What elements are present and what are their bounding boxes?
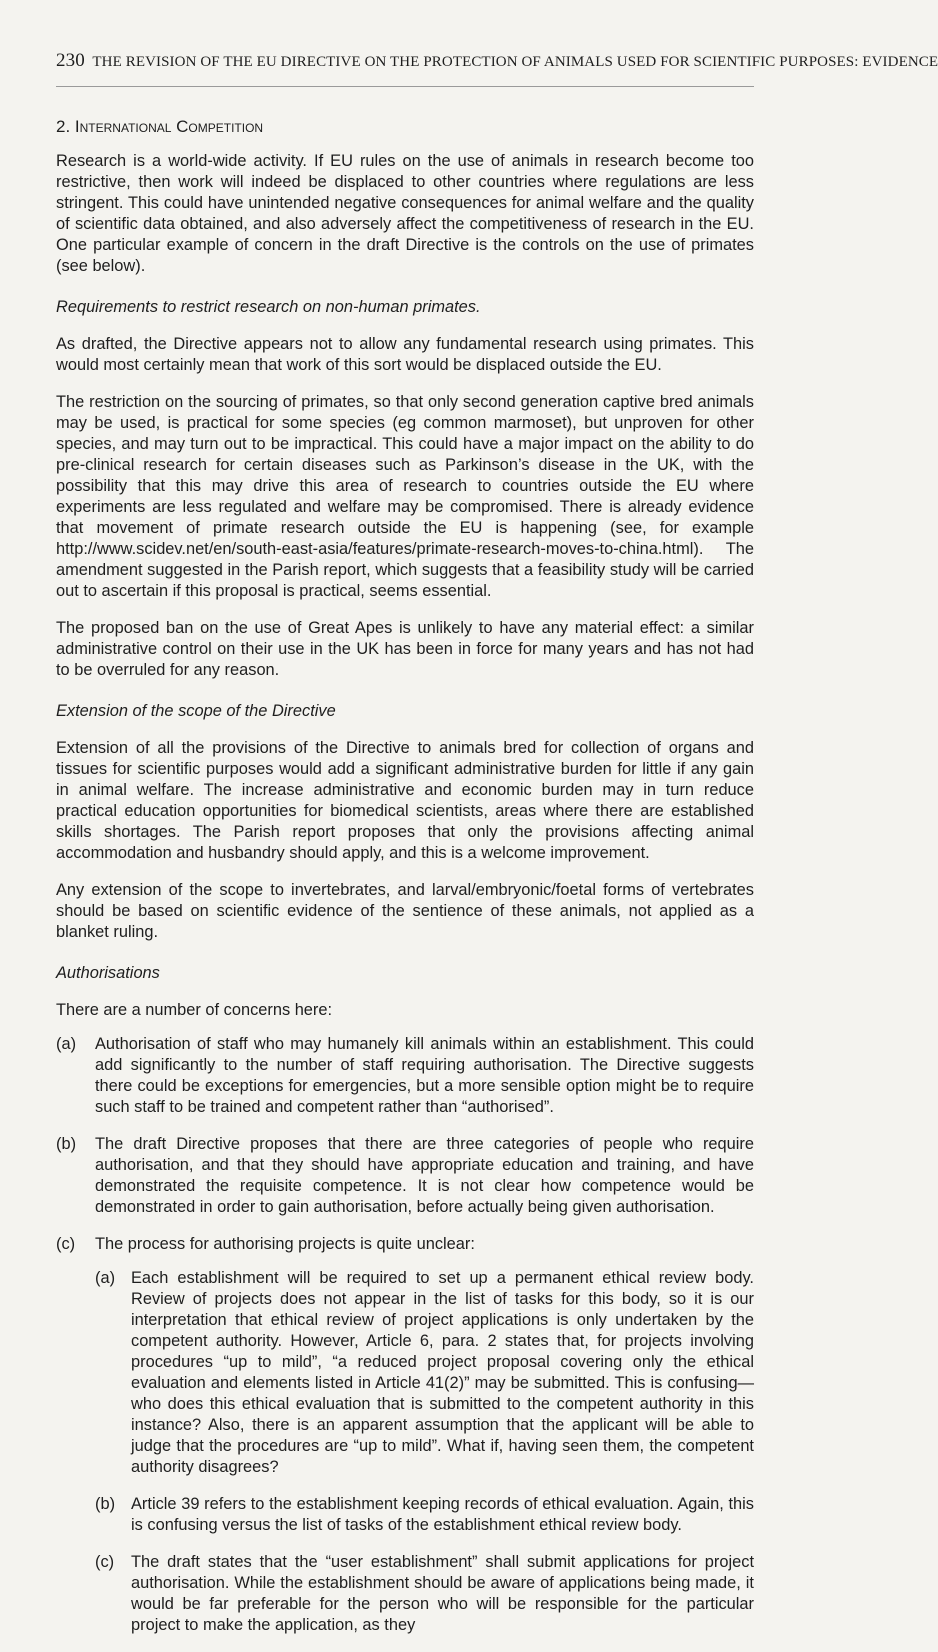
paragraph: The proposed ban on the use of Great Apes is unlikely to have any material effect: a similar administrative control on their use in the UK has been in force for many years and has not had to be overruled for any reason. <box>56 619 754 679</box>
list-marker: (b) <box>56 1135 77 1153</box>
paragraph: Any extension of the scope to invertebrates, and larval/embryonic/foetal forms of vertebrates should be based on scientific evidence of the sentience of these animals, not applied as a blanket ruling. <box>56 881 754 941</box>
paragraph: The restriction on the sourcing of primates, so that only second generation captive bred animals may be used, is practical for some species (eg common marmoset), but unproven for other species, and may turn out to be impractical. This could have a major impact on the ability to do pre-clinical research for certain diseases such as Parkinson’s disease in the UK, with the possibility that this may drive this area of research to countries outside the EU where experiments are less regulated and welfare may be compromised. There is already evidence that movement of primate research outside the EU is happening (see, for example http://www.scidev.net/en/south-east-asia/features/primate-research-moves-to-china.html). The amendment suggested in the Parish report, which suggests that a feasibility study will be carried out to ascertain if this proposal is practical, seems essential. <box>56 393 754 600</box>
list-item <box>56 1234 754 1636</box>
sub-list-marker: (b) <box>95 1495 116 1513</box>
sub-list-item-text: Article 39 refers to the establishment keeping records of ethical evaluation. Again, this is confusing versus the list of tasks of the establishment ethical review body. <box>131 1495 754 1534</box>
concerns-list <box>56 1034 754 1636</box>
subheading: Extension of the scope of the Directive <box>56 702 336 720</box>
page-number: 230 <box>56 50 85 71</box>
sub-list-marker: (c) <box>95 1553 115 1571</box>
list-marker: (a) <box>56 1035 77 1053</box>
body-text <box>56 104 754 1652</box>
paragraph: Research is a world-wide activity. If EU rules on the use of animals in research become too restrictive, then work will indeed be displaced to other countries where regulations are less stringent. This could have unintended negative consequences for animal welfare and the quality of scientific data obtained, and also adversely affect the competitiveness of research in the EU. One particular example of concern in the draft Directive is the controls on the use of primates (see below). <box>56 152 754 275</box>
sub-list-marker: (a) <box>95 1269 116 1287</box>
list-intro: There are a number of concerns here: <box>56 1001 333 1019</box>
section-heading <box>56 116 754 137</box>
sub-list-item-text: Each establishment will be required to set up a permanent ethical review body. Review of projects does not appear in the list of tasks for this body, so it is our interpretation that ethical review of project applications is only undertaken by the competent authority. However, Article 6, para. 2 states that, for projects involving procedures “up to mild”, “a reduced project proposal covering only the ethical evaluation and elements listed in Article 41(2)” may be submitted. This is confusing—who does this ethical evaluation that is submitted to the competent authority in this instance? Also, there is an apparent assumption that the applicant will be able to judge that the procedures are “up to mild”. What if, having seen them, the competent authority disagrees? <box>131 1269 754 1476</box>
list-marker: (c) <box>56 1235 76 1253</box>
running-header <box>56 50 938 72</box>
header-divider <box>56 86 754 87</box>
sub-list <box>95 1268 754 1636</box>
sub-list-item <box>95 1494 754 1536</box>
sub-list-item <box>95 1552 754 1636</box>
section-title: International Competition <box>74 117 264 136</box>
list-item <box>56 1034 754 1118</box>
list-item-text: Authorisation of staff who may humanely kill animals within an establishment. This could add significantly to the number of staff requiring authorisation. The Directive suggests there could be exceptions for emergencies, but a more sensible option might be to require such staff to be trained and competent rather than “authorised”. <box>95 1035 754 1116</box>
list-item-text: The draft Directive proposes that there are three categories of people who require authorisation, and that they should have appropriate education and training, and have demonstrated the requisite competence. It is not clear how competence would be demonstrated in order to gain authorisation, before actually being given authorisation. <box>95 1135 754 1216</box>
sub-list-item-text: The draft states that the “user establishment” shall submit applications for project authorisation. While the establishment should be aware of applications being made, it would be far preferable for the person who will be responsible for the particular project to make the application, as they <box>131 1553 754 1634</box>
subheading: Requirements to restrict research on non-human primates. <box>56 298 481 316</box>
paragraph: Extension of all the provisions of the Directive to animals bred for collection of organs and tissues for scientific purposes would add a significant administrative burden for little if any gain in animal welfare. The increase administrative and economic burden may in turn reduce practical education opportunities for biomedical scientists, areas where there are established skills shortages. The Parish report proposes that only the provisions affecting animal accommodation and husbandry should apply, and this is a welcome improvement. <box>56 739 754 862</box>
running-title: THE REVISION OF THE EU DIRECTIVE ON THE PROTECTION OF ANIMALS USED FOR SCIENTIFIC PURPOSES: EVIDENCE <box>92 54 938 70</box>
subheading: Authorisations <box>56 964 160 982</box>
list-item <box>56 1134 754 1218</box>
paragraph: As drafted, the Directive appears not to allow any fundamental research using primates. This would most certainly mean that work of this sort would be displaced outside the EU. <box>56 335 754 374</box>
list-item-text: The process for authorising projects is quite unclear: <box>95 1235 475 1253</box>
sub-list-item <box>95 1268 754 1478</box>
section-number: 2. <box>56 117 71 136</box>
